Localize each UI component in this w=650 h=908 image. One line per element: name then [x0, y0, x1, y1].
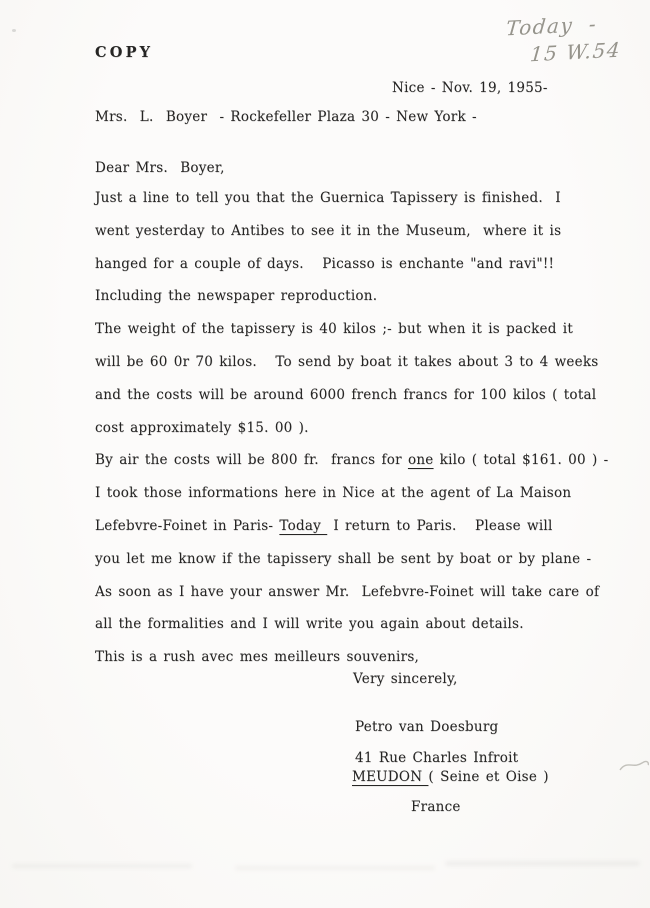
letter-line: [95, 543, 608, 576]
letter-text-segment: cost approximately $15. 00 ).: [95, 419, 309, 436]
handwritten-annotation-line2: 15 W.54: [529, 37, 623, 67]
letter-line: [95, 477, 608, 510]
salutation: Dear Mrs. Boyer,: [95, 160, 225, 176]
letter-line: [95, 215, 608, 248]
signature-name: Petro van Doesburg: [355, 719, 499, 735]
scan-speck: [12, 29, 16, 32]
letter-line: [95, 641, 608, 674]
scan-smudge: [235, 866, 435, 870]
letter-text-segment: went yesterday to Antibes to see it in the Museum, where it is: [95, 222, 562, 239]
letter-text-segment: kilo ( total $161. 00 ) -: [433, 452, 609, 469]
handwritten-annotation-line1: Today -: [505, 11, 599, 41]
letter-text-segment: Including the newspaper reproduction.: [95, 288, 378, 305]
letter-line: [95, 248, 608, 281]
letter-line: [95, 280, 608, 313]
letter-text-segment: and the costs will be around 6000 french francs for 100 kilos ( total: [95, 386, 597, 403]
scan-smudge: [445, 861, 640, 866]
letter-text-segment: all the formalities and I will write you again about details.: [95, 616, 524, 633]
letter-text-segment: Just a line to tell you that the Guernica Tapissery is finished. I: [95, 190, 561, 206]
letter-line: [95, 313, 608, 346]
letter-text-segment: hanged for a couple of days. Picasso is enchante "and ravi"!!: [95, 255, 555, 272]
dateline: Nice - Nov. 19, 1955-: [392, 80, 548, 96]
scan-smudge: [12, 864, 192, 868]
signature-city-rest: ( Seine et Oise ): [428, 769, 549, 785]
signature-address-street: 41 Rue Charles Infroit: [355, 750, 519, 766]
letter-body: [95, 182, 608, 674]
letter-text-segment: The weight of the tapissery is 40 kilos ;- but when it is packed it: [95, 321, 574, 338]
underlined-word: one: [407, 452, 434, 469]
letter-text-segment: I took those informations here in Nice at the agent of La Maison: [95, 485, 572, 502]
signature-country: France: [411, 799, 461, 815]
closing: Very sincerely,: [353, 671, 458, 687]
letter-text-segment: Lefebvre-Foinet in Paris-: [95, 517, 280, 534]
recipient-line: Mrs. L. Boyer - Rockefeller Plaza 30 - New York -: [95, 109, 477, 125]
letter-text-segment: As soon as I have your answer Mr. Lefebvre-Foinet will take care of: [95, 583, 600, 600]
letter-line: [95, 576, 608, 609]
letter-line: [95, 510, 608, 543]
underlined-word: Today: [279, 517, 328, 534]
signature-city-underlined: MEUDON: [352, 769, 429, 785]
letter-text-segment: you let me know if the tapissery shall be sent by boat or by plane -: [95, 550, 592, 567]
signature-address-city: [352, 769, 549, 785]
letter-text-segment: This is a rush avec mes meilleurs souvenirs,: [95, 649, 420, 666]
letter-text-segment: By air the costs will be 800 fr. francs for: [95, 452, 408, 469]
copy-stamp: COPY: [95, 44, 154, 61]
letter-text-segment: will be 60 0r 70 kilos. To send by boat it takes about 3 to 4 weeks: [95, 353, 599, 370]
letter-line: [95, 346, 608, 379]
letter-line: [95, 182, 608, 215]
letter-line: [95, 379, 608, 412]
letter-line: [95, 412, 608, 445]
letter-text-segment: I return to Paris. Please will: [327, 517, 553, 534]
pencil-mark-right-edge: [618, 752, 650, 778]
letter-line: [95, 444, 608, 477]
letter-line: [95, 608, 608, 641]
